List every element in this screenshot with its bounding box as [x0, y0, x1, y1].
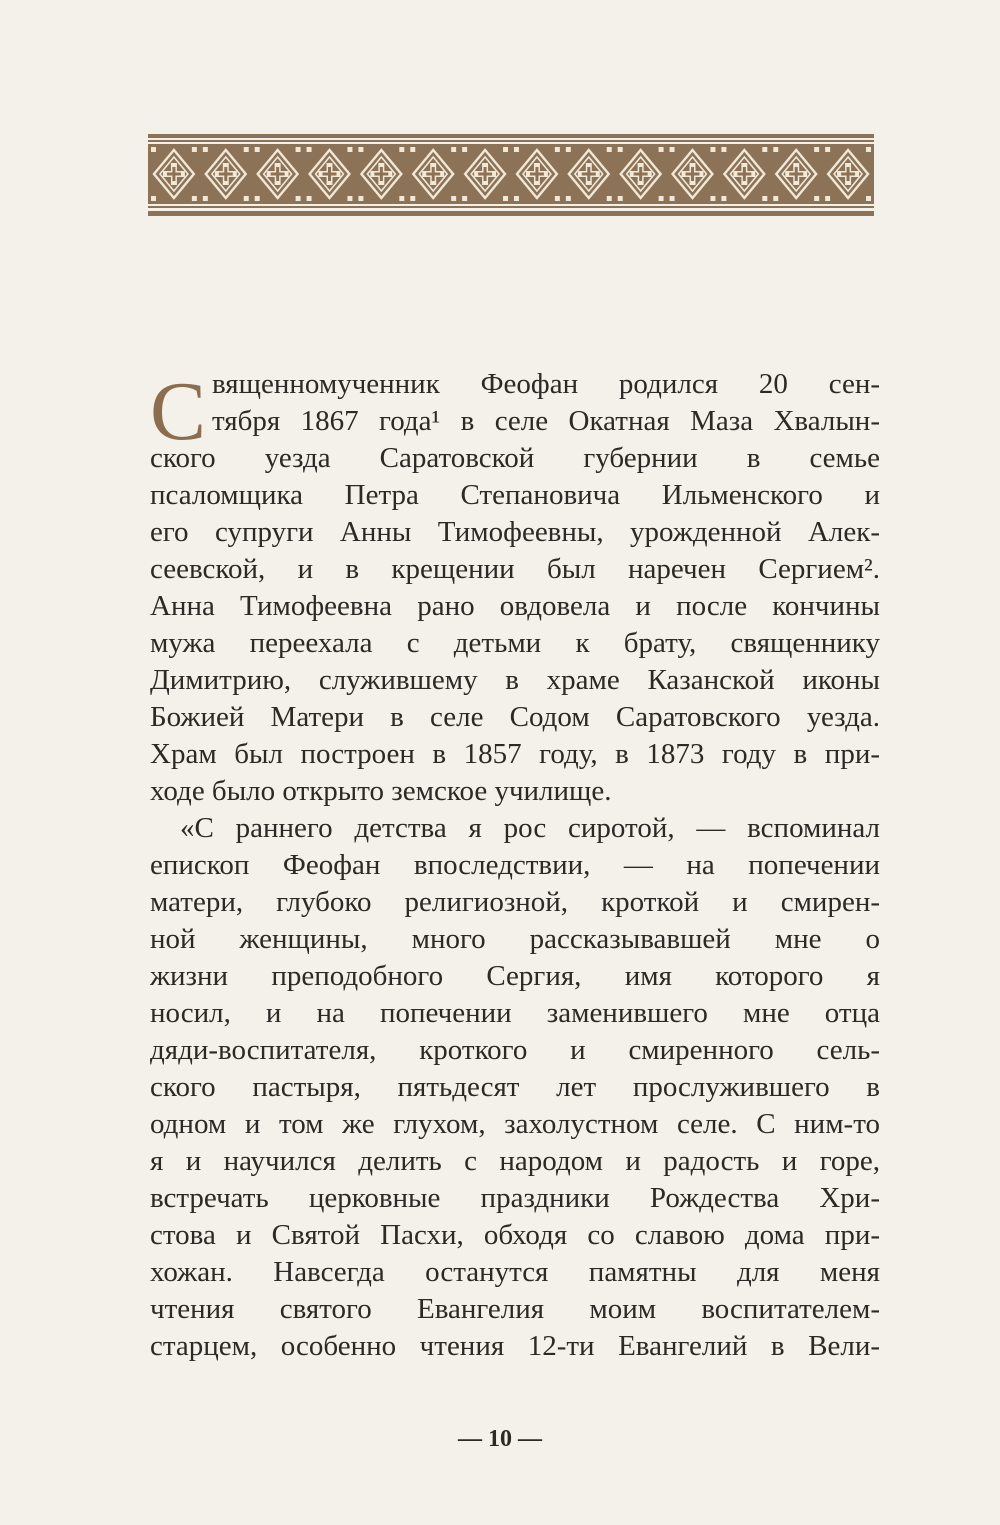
text-line: его супруги Анны Тимофеевны, урожденной Алек-: [150, 516, 880, 548]
page-number: — 10 —: [458, 1426, 542, 1452]
text-line: сеевской, и в крещении был наречен Сергием².: [150, 553, 880, 585]
paragraph-1-opening: [150, 366, 880, 440]
text-line: хожан. Навсегда останутся памятны для меня: [150, 1256, 880, 1288]
text-line: ского пастыря, пятьдесят лет прослужившего в: [150, 1071, 880, 1103]
text-line: «С раннего детства я рос сиротой, — вспоминал: [180, 812, 880, 844]
body-text: [150, 366, 880, 1365]
text-line: Божией Матери в селе Содом Саратовского уезда.: [150, 701, 880, 733]
text-line: дяди-воспитателя, кроткого и смиренного сель-: [150, 1034, 880, 1066]
paragraph-2: [150, 810, 880, 1365]
decorative-border: [148, 134, 874, 216]
text-line: Анна Тимофеевна рано овдовела и после кончины: [150, 590, 880, 622]
text-line: встречать церковные праздники Рождества Хри-: [150, 1182, 880, 1214]
text-line: епископ Феофан впоследствии, — на попечении: [150, 849, 880, 881]
text-line: стова и Святой Пасхи, обходя со славою дома при-: [150, 1219, 880, 1251]
text-line: мужа переехала с детьми к брату, священнику: [150, 627, 880, 659]
text-line: ходе было открыто земское училище.: [150, 775, 612, 807]
text-line: Храм был построен в 1857 году, в 1873 году в при-: [150, 738, 880, 770]
text-line: старцем, особенно чтения 12-ти Евангелий в Вели-: [150, 1330, 880, 1362]
paragraph-1: [150, 440, 880, 810]
text-line: ной женщины, много рассказывавшей мне о: [150, 923, 880, 955]
text-line: носил, и на попечении заменившего мне отца: [150, 997, 880, 1029]
text-line: вященномученник Феофан родился 20 сен-: [212, 368, 880, 400]
text-line: Димитрию, служившему в храме Казанской иконы: [150, 664, 880, 696]
drop-cap: С: [150, 365, 207, 458]
text-line: матери, глубоко религиозной, кроткой и смирен-: [150, 886, 880, 918]
text-line: жизни преподобного Сергия, имя которого я: [150, 960, 880, 992]
text-line: псаломщика Петра Степановича Ильменского и: [150, 479, 880, 511]
text-line: тября 1867 года¹ в селе Окатная Маза Хвалын-: [212, 405, 880, 437]
text-line: одном и том же глухом, захолустном селе. С ним-то: [150, 1108, 880, 1140]
text-line: чтения святого Евангелия моим воспитателем-: [150, 1293, 880, 1325]
text-line: ского уезда Саратовской губернии в семье: [150, 442, 880, 474]
text-line: я и научился делить с народом и радость и горе,: [150, 1145, 880, 1177]
